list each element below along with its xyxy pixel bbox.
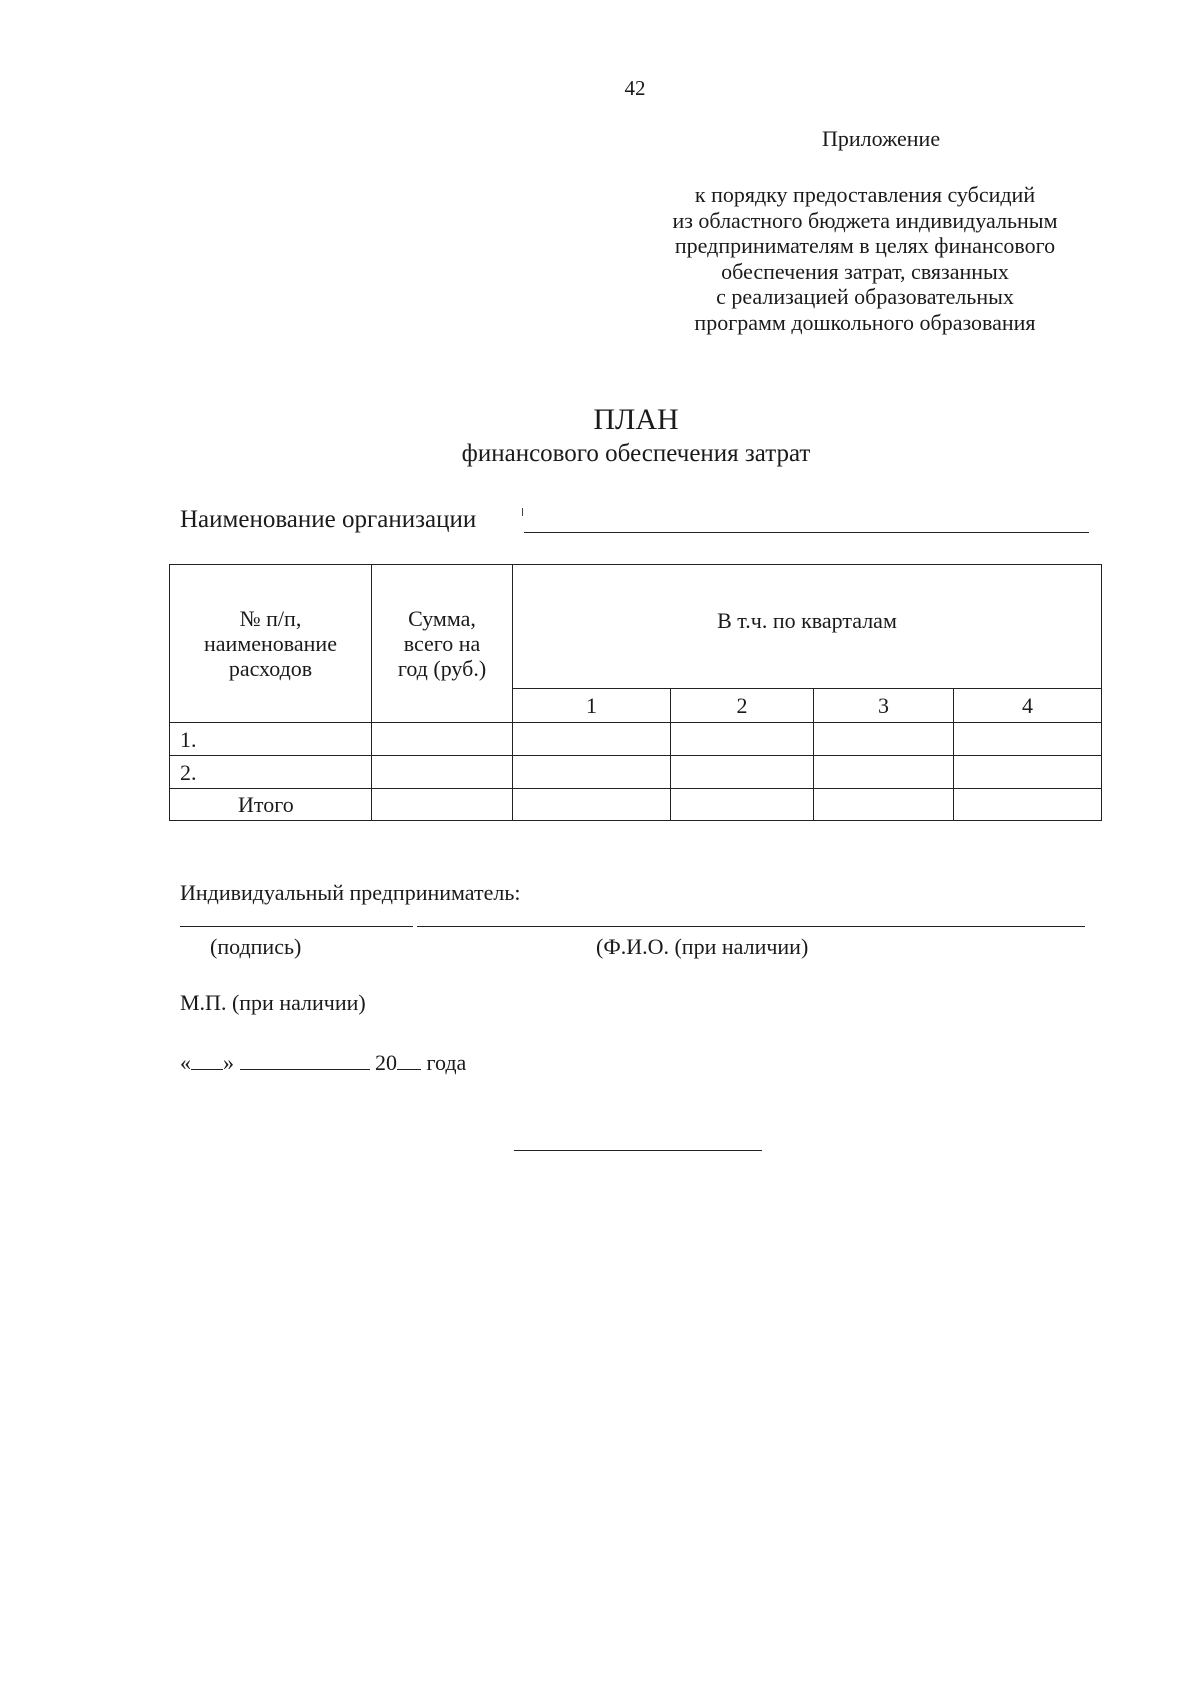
date-year-field[interactable] [397, 1047, 421, 1070]
row-label-total: Итого [170, 789, 372, 821]
expense-plan-table [169, 564, 1102, 821]
cell-quarter-4[interactable] [954, 789, 1102, 821]
appendix-line: предпринимателям в целях финансового [674, 233, 1056, 258]
header-quarters: В т.ч. по кварталам [513, 565, 1102, 689]
table-row [170, 723, 1102, 756]
cell-quarter-4[interactable] [954, 723, 1102, 756]
header-annual-sum: Сумма, всего на год (руб.) [372, 565, 513, 723]
organization-label: Наименование организации [180, 506, 477, 533]
document-title: ПЛАН [593, 403, 679, 436]
table-total-row [170, 789, 1102, 821]
appendix-line: к порядку предоставления субсидий [694, 182, 1036, 207]
date-year-suffix: года [426, 1050, 467, 1075]
date-month-field[interactable] [240, 1047, 370, 1070]
signature-field[interactable] [180, 926, 413, 927]
stamp-label: М.П. (при наличии) [180, 990, 366, 1015]
cell-annual-sum[interactable] [372, 723, 513, 756]
row-label: 2. [170, 756, 372, 789]
full-name-field[interactable] [417, 926, 1085, 927]
entrepreneur-label: Индивидуальный предприниматель: [180, 880, 521, 905]
appendix-line: с реализацией образовательных [716, 284, 1014, 309]
cell-annual-sum[interactable] [372, 789, 513, 821]
page-number: 42 [624, 76, 646, 100]
appendix-line: из областного бюджета индивидуальным [672, 207, 1058, 233]
date-day-field[interactable] [191, 1047, 223, 1070]
appendix-title: Приложение [822, 126, 941, 151]
date-line [180, 1047, 466, 1076]
cell-quarter-1[interactable] [513, 756, 671, 789]
row-label: 1. [170, 723, 372, 756]
cell-quarter-1[interactable] [513, 789, 671, 821]
cell-annual-sum[interactable] [372, 756, 513, 789]
cell-quarter-3[interactable] [814, 789, 954, 821]
appendix-line: программ дошкольного образования [694, 309, 1036, 335]
signature-caption: (подпись) [210, 934, 302, 959]
table-header-row [170, 565, 1102, 689]
cell-quarter-2[interactable] [671, 789, 814, 821]
full-name-caption: (Ф.И.О. (при наличии) [596, 934, 809, 959]
header-quarter-1: 1 [513, 689, 671, 723]
document-subtitle: финансового обеспечения затрат [461, 440, 811, 467]
header-quarter-2: 2 [671, 689, 814, 723]
header-quarter-4: 4 [954, 689, 1102, 723]
cell-quarter-4[interactable] [954, 756, 1102, 789]
cell-quarter-1[interactable] [513, 723, 671, 756]
appendix-line: обеспечения затрат, связанных [721, 258, 1009, 284]
organization-name-field[interactable] [524, 532, 1089, 533]
cell-quarter-2[interactable] [671, 756, 814, 789]
appendix-description [630, 182, 1100, 335]
date-close-quote: » [223, 1050, 234, 1075]
header-quarter-3: 3 [814, 689, 954, 723]
date-open-quote: « [180, 1050, 191, 1075]
header-expense-name: № п/п, наименование расходов [170, 565, 372, 723]
date-year-prefix: 20 [375, 1050, 397, 1075]
scan-mark [522, 508, 523, 516]
cell-quarter-3[interactable] [814, 723, 954, 756]
table-row [170, 756, 1102, 789]
cell-quarter-2[interactable] [671, 723, 814, 756]
end-separator [514, 1150, 762, 1151]
cell-quarter-3[interactable] [814, 756, 954, 789]
